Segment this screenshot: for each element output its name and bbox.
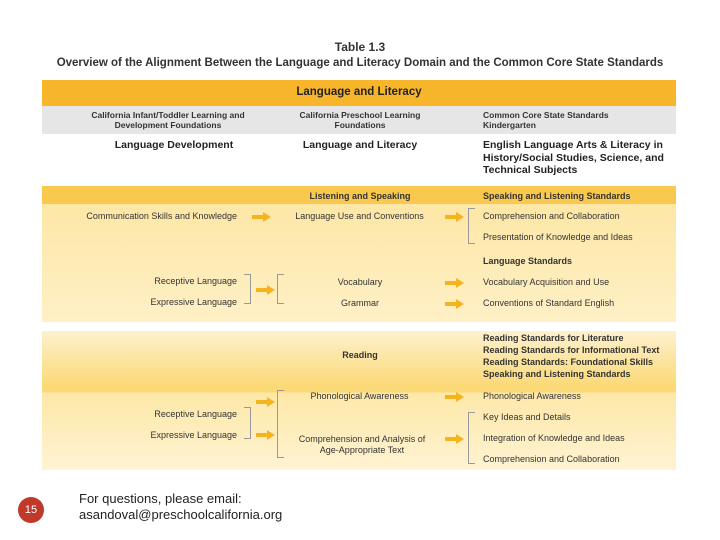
domain-col2: Language and Literacy	[302, 139, 418, 151]
arrow-icon	[445, 434, 465, 444]
arrow-icon	[445, 212, 465, 222]
column-header-preschool: California Preschool Learning Foundations	[299, 110, 421, 130]
listening-speaking-heading: Listening and Speaking	[309, 191, 411, 201]
arrow-icon	[252, 212, 272, 222]
speaking-listening-standards-2: Speaking and Listening Standards	[483, 369, 631, 379]
receptive-language-1: Receptive Language	[154, 276, 237, 286]
arrow-icon	[256, 430, 276, 440]
footer-email-link[interactable]: asandoval@preschoolcalifornia.org	[79, 507, 283, 522]
bracket-icon	[244, 274, 251, 304]
domain-col1: Language Development	[114, 139, 234, 151]
expressive-language-1: Expressive Language	[150, 297, 237, 307]
comprehension-analysis: Comprehension and Analysis of Age-Appropriate Text	[298, 434, 426, 455]
phonological-awareness-ccss: Phonological Awareness	[483, 391, 581, 401]
bracket-icon	[468, 412, 475, 464]
domain-col3: English Language Arts & Literacy in History/Social Studies, Science, and Technical Subjects	[483, 139, 664, 176]
reading-standards-foundational: Reading Standards: Foundational Skills	[483, 357, 654, 367]
language-use-conventions: Language Use and Conventions	[295, 211, 424, 221]
conventions-standard-english: Conventions of Standard English	[483, 298, 615, 308]
arrow-icon	[256, 285, 276, 295]
speaking-listening-standards: Speaking and Listening Standards	[483, 191, 631, 201]
reading-heading: Reading	[342, 350, 378, 360]
comprehension-collaboration-2: Comprehension and Collaboration	[483, 454, 620, 464]
presentation-knowledge-ideas: Presentation of Knowledge and Ideas	[483, 232, 633, 242]
expressive-language-2: Expressive Language	[150, 430, 237, 440]
table-title: Overview of the Alignment Between the Language and Literacy Domain and the Common Core State Standards	[56, 57, 664, 69]
bracket-icon	[277, 274, 284, 304]
domain-header: Language and Literacy	[296, 86, 422, 98]
reading-standards-literature: Reading Standards for Literature	[483, 333, 624, 343]
bracket-icon	[468, 208, 475, 244]
footer-contact	[79, 491, 282, 523]
arrow-icon	[445, 299, 465, 309]
arrow-icon	[256, 397, 276, 407]
slide-number-badge: 15	[18, 497, 44, 523]
communication-skills: Communication Skills and Knowledge	[86, 211, 237, 221]
integration-knowledge-ideas: Integration of Knowledge and Ideas	[483, 433, 625, 443]
grammar: Grammar	[341, 298, 379, 308]
column-header-infant: California Infant/Toddler Learning and Development Foundations	[91, 110, 245, 130]
phonological-awareness-preschool: Phonological Awareness	[310, 391, 409, 401]
comprehension-collaboration-1: Comprehension and Collaboration	[483, 211, 620, 221]
language-standards: Language Standards	[483, 256, 573, 266]
column-header-ccss: Common Core State Standards Kindergarten	[483, 110, 609, 130]
reading-standards-informational: Reading Standards for Informational Text	[483, 345, 660, 355]
table-number: Table 1.3	[334, 40, 386, 54]
receptive-language-2: Receptive Language	[154, 409, 237, 419]
arrow-icon	[445, 278, 465, 288]
bracket-icon	[244, 407, 251, 439]
footer-line1: For questions, please email:	[79, 491, 242, 506]
arrow-icon	[445, 392, 465, 402]
key-ideas-details: Key Ideas and Details	[483, 412, 571, 422]
bracket-icon	[277, 390, 284, 458]
vocabulary-acquisition: Vocabulary Acquisition and Use	[483, 277, 610, 287]
vocabulary: Vocabulary	[337, 277, 383, 287]
